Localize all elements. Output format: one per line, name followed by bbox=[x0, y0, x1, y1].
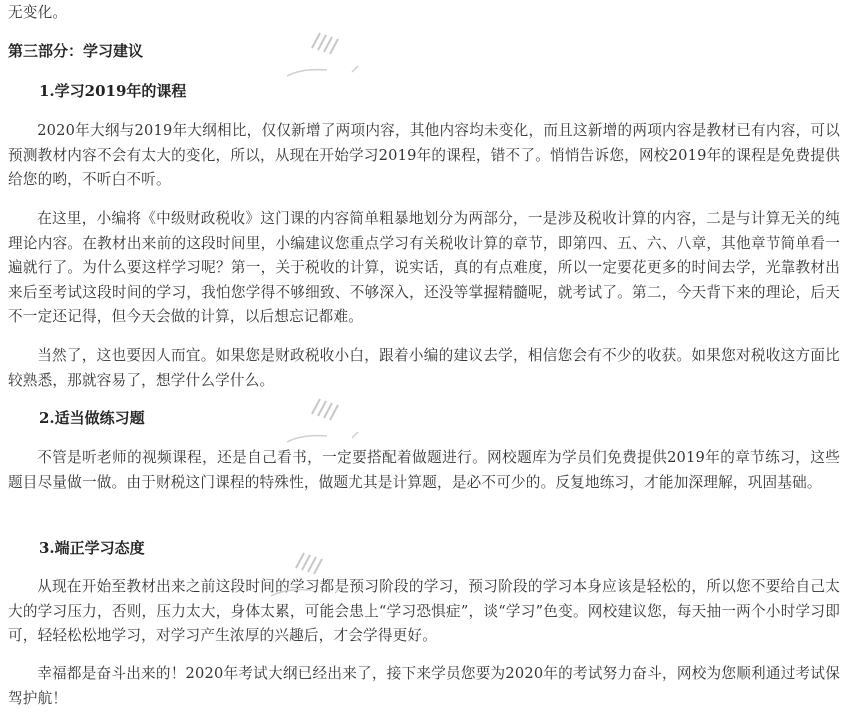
section-2-paragraph-1: 不管是听老师的视频课程，还是自己看书，一定要搭配着做题进行。网校题库为学员们免费提供2019年的章节练习，这些题目尽量做一做。由于财税这门课程的特殊性，做题尤其是计算题，是必不可少的。反复地练习，才能加深理解，巩固基础。 bbox=[8, 449, 840, 491]
section-3-paragraph-1: 从现在开始至教材出来之前这段时间的学习都是预习阶段的学习，预习阶段的学习本身应该是轻松的，所以您不要给自己太大的学习压力，否则，压力太大，身体太累，可能会患上“学习恐惧症”，谈“学习”色变。网校建议您，每天抽一两个小时学习即可，轻轻松松地学习，对学习产生浓厚的兴趣后，才会学得更好。 bbox=[8, 578, 840, 644]
part-three-title: 第三部分：学习建议 bbox=[8, 42, 144, 60]
section-3-title: 3.端正学习态度 bbox=[39, 539, 145, 557]
section-2-title: 2.适当做练习题 bbox=[39, 409, 145, 427]
section-1-paragraph-3: 当然了，这也要因人而宜。如果您是财政税收小白，跟着小编的建议去学，相信您会有不少的收获。如果您对税收这方面比较熟悉，那就容易了，想学什么学什么。 bbox=[8, 347, 840, 389]
section-3-paragraph-2: 幸福都是奋斗出来的！2020年考试大纲已经出来了，接下来学员您要为2020年的考试努力奋斗，网校为您顺利通过考试保驾护航！ bbox=[8, 665, 840, 707]
section-1-paragraph-1: 2020年大纲与2019年大纲相比，仅仅新增了两项内容，其他内容均未变化，而且这新增的两项内容是教材已有内容，可以预测教材内容不会有太大的变化，所以，从现在开始学习2019年的课程，错不了。悄悄告诉您，网校2019年的课程是免费提供给您的哟，不听白不听。 bbox=[8, 122, 840, 188]
watermark-mark bbox=[282, 394, 372, 454]
paragraph-intro-tail: 无变化。 bbox=[8, 4, 68, 21]
section-1-title: 1.学习2019年的课程 bbox=[39, 82, 187, 100]
watermark-mark bbox=[282, 28, 372, 88]
section-1-paragraph-2: 在这里，小编将《中级财政税收》这门课的内容简单粗暴地划分为两部分，一是涉及税收计算的内容，二是与计算无关的纯理论内容。在教材出来前的这段时间里，小编建议您重点学习有关税收计算的章节，即第四、五、六、八章，其他章节简单看一遍就行了。为什么要这样学习呢？第一，关于税收的计算，说实话，真的有点难度，所以一定要花更多的时间去学，光靠教材出来后至考试这段时间的学习，我怕您学得不够细致、不够深入，还没等掌握精髓呢，就考试了。第二，今天背下来的理论，后天不一定还记得，但今天会做的计算，以后想忘记都难。 bbox=[8, 210, 840, 325]
